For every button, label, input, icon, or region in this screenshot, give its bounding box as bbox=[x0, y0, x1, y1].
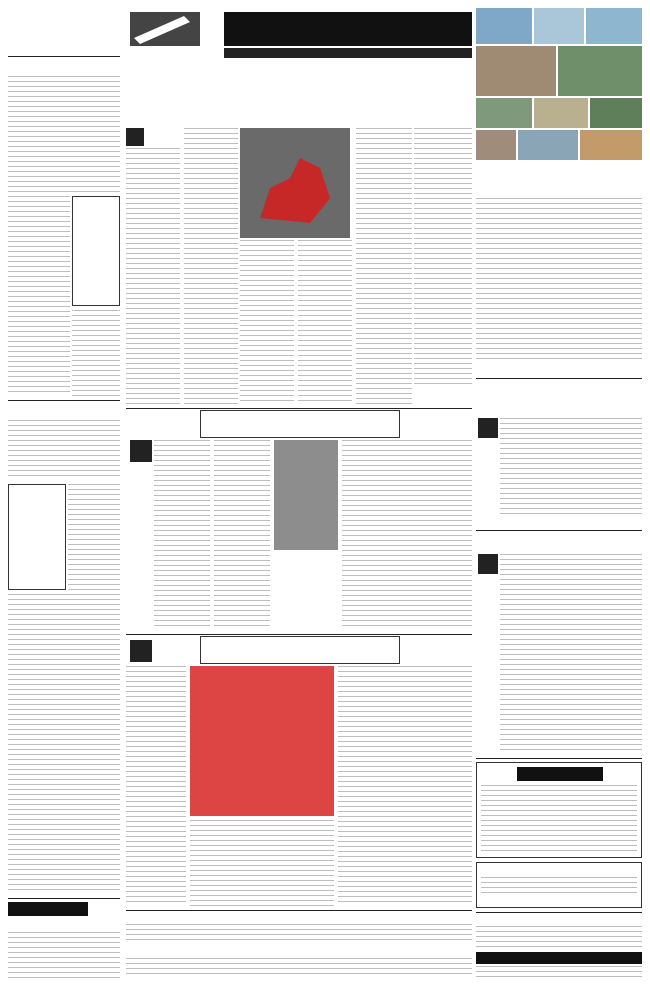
footer-label-2 bbox=[128, 946, 208, 956]
footer-label-4 bbox=[476, 952, 642, 964]
jobless-col-2 bbox=[190, 820, 334, 906]
mobile-banking-icon bbox=[478, 418, 498, 438]
paper-logo bbox=[32, 14, 120, 44]
editorial-banner bbox=[124, 8, 472, 60]
photo-sunset bbox=[580, 130, 642, 160]
main-lead-icon bbox=[126, 128, 144, 146]
editorial-title bbox=[224, 12, 472, 46]
left-article2-heading bbox=[8, 404, 120, 418]
main-article-col-5 bbox=[356, 128, 412, 404]
jobless-icon bbox=[130, 640, 152, 662]
left-box-quote bbox=[72, 196, 120, 306]
contact-email[interactable] bbox=[481, 897, 637, 907]
mosquito-icon bbox=[130, 440, 152, 462]
tourism-body bbox=[476, 198, 642, 362]
mosquito-col-1 bbox=[154, 440, 210, 630]
editorial-strap bbox=[224, 48, 472, 58]
mobile-banking-body bbox=[500, 418, 642, 514]
contact-box bbox=[476, 862, 642, 908]
photo-river bbox=[518, 130, 578, 160]
earthquake-map bbox=[240, 128, 350, 238]
jobless-heading bbox=[200, 636, 400, 664]
main-byline bbox=[414, 390, 472, 404]
notice-heading bbox=[517, 767, 603, 781]
photo-beach bbox=[476, 8, 532, 44]
tourism-byline bbox=[476, 364, 642, 374]
main-headline bbox=[126, 64, 472, 122]
photo-boats bbox=[534, 98, 588, 128]
left-article-body-2 bbox=[8, 196, 70, 396]
main-article-col-2 bbox=[184, 128, 238, 404]
main-article-col-6 bbox=[414, 128, 472, 388]
tourism-heading bbox=[476, 162, 642, 196]
left-bottom-heading bbox=[8, 918, 120, 930]
left-section-heading bbox=[8, 60, 120, 74]
photo-village bbox=[558, 46, 642, 96]
main-article-col-4 bbox=[298, 240, 352, 404]
notice-box bbox=[476, 762, 642, 858]
tagline bbox=[32, 44, 120, 52]
contact-body bbox=[481, 877, 637, 897]
footer-body-2 bbox=[126, 958, 472, 978]
jobless-col-3 bbox=[338, 666, 472, 906]
mobile-banking-heading bbox=[476, 380, 642, 416]
mosquito-photo bbox=[274, 440, 338, 550]
mosquito-heading bbox=[200, 410, 400, 438]
photo-temple bbox=[476, 130, 516, 160]
jobless-illustration bbox=[190, 666, 334, 816]
date-block bbox=[8, 12, 30, 50]
poison-heading bbox=[476, 532, 642, 552]
left-article-body-3 bbox=[72, 310, 120, 396]
mobile-banking-byline bbox=[476, 516, 642, 526]
notice-body bbox=[481, 785, 637, 853]
tourism-photo-collage bbox=[476, 8, 642, 160]
left-article2-body-3 bbox=[8, 594, 120, 894]
main-article-col-1 bbox=[126, 148, 180, 404]
footer-body-1 bbox=[126, 924, 472, 944]
footer-label-3 bbox=[476, 914, 642, 924]
footer-body-3 bbox=[476, 926, 642, 950]
main-article-col-3 bbox=[240, 240, 294, 404]
left-bottom-body bbox=[8, 932, 120, 978]
mosquito-col-2 bbox=[214, 440, 270, 630]
photo-cliffs bbox=[476, 46, 556, 96]
pen-illustration bbox=[124, 8, 224, 54]
paper-name bbox=[32, 18, 120, 38]
poison-body bbox=[500, 554, 642, 754]
left-article-body-1 bbox=[8, 76, 120, 194]
mosquito-col-3 bbox=[342, 440, 472, 630]
poison-icon bbox=[478, 554, 498, 574]
footer-label-1 bbox=[128, 912, 208, 922]
left-article2-body-2 bbox=[68, 484, 120, 590]
left-side-quote bbox=[8, 484, 66, 590]
left-article2-body bbox=[8, 420, 120, 480]
photo-island bbox=[586, 8, 642, 44]
jobless-col-1 bbox=[126, 666, 186, 906]
left-bottom-banner bbox=[8, 902, 88, 916]
masthead bbox=[8, 12, 120, 52]
photo-coast bbox=[534, 8, 584, 44]
contact-heading bbox=[481, 865, 637, 875]
photo-forest bbox=[590, 98, 642, 128]
footer-body-4 bbox=[476, 966, 642, 980]
photo-hills bbox=[476, 98, 532, 128]
